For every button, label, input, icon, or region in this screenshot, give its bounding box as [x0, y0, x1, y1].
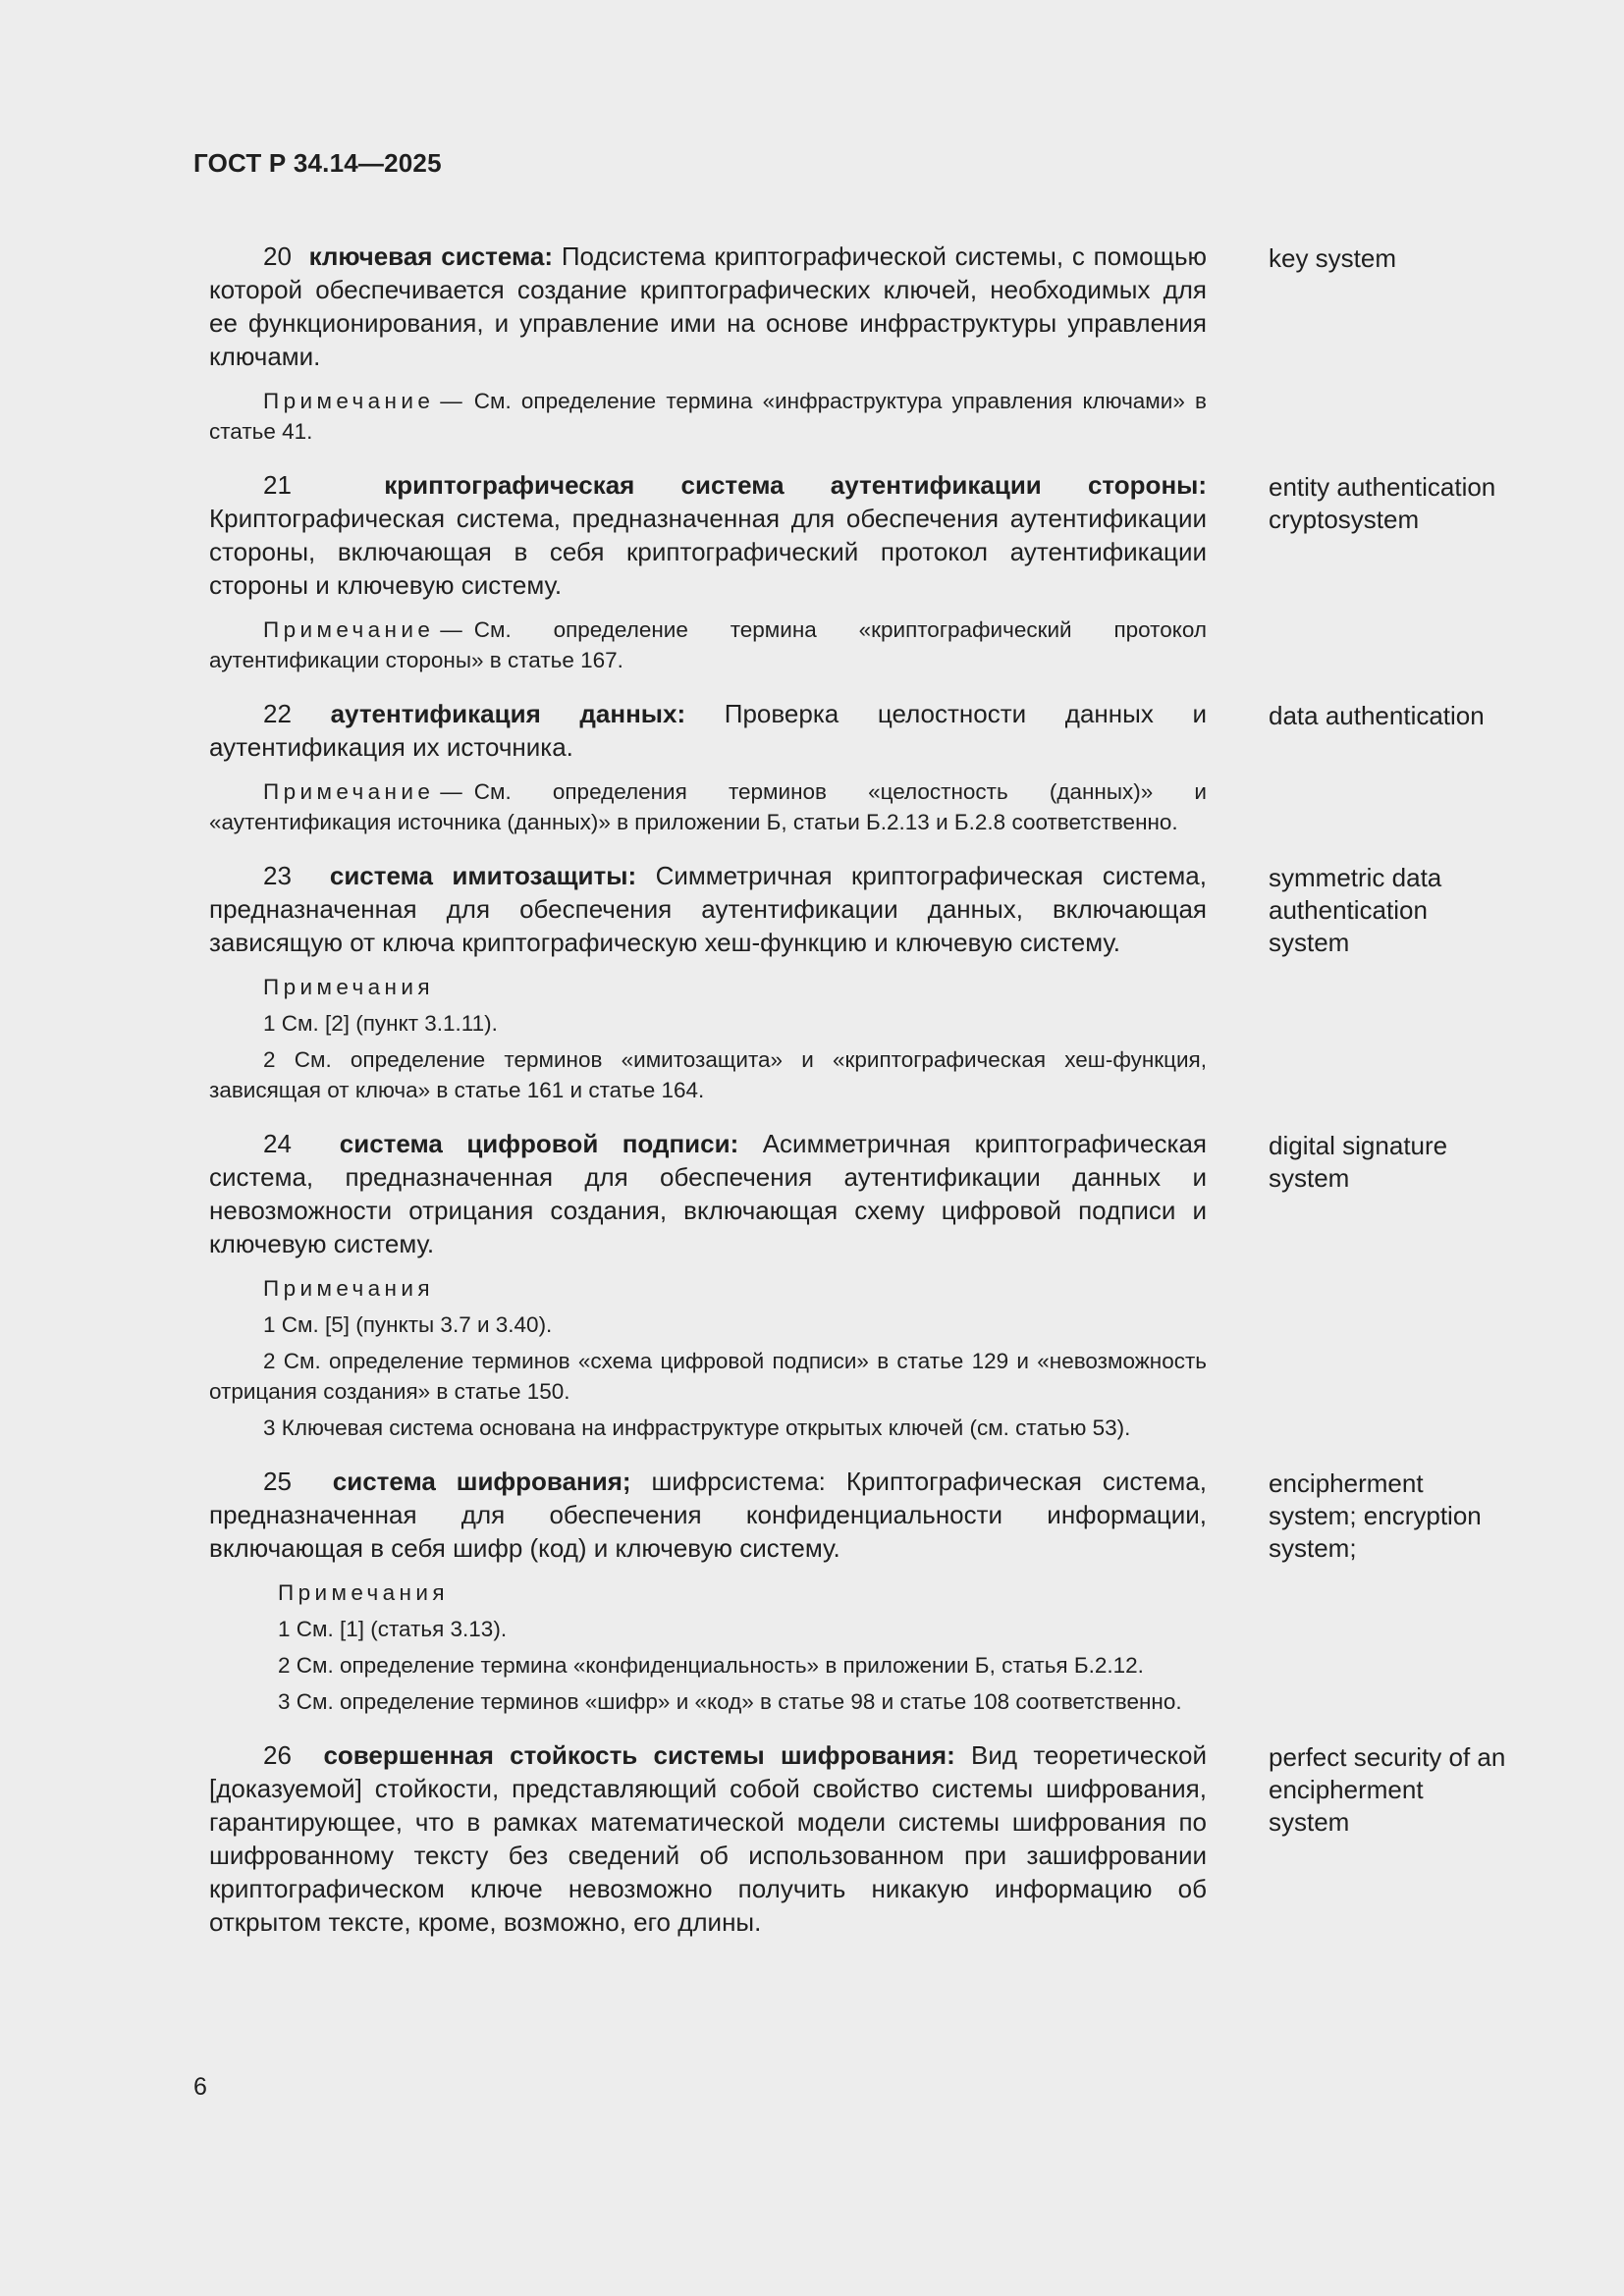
page-number: 6: [193, 2073, 207, 2101]
term-definition: [209, 697, 1207, 764]
notes-heading: Примечания: [278, 1580, 449, 1605]
term-note-item: 3 См. определение терминов «шифр» и «код» в статье 98 и статье 108 соответственно.: [278, 1689, 1182, 1714]
term-text: Асимметричная криптографическая система, предназначенная для обеспечения аутентификации данных и невозможности отрицания создания, включающая схему цифровой подписи и ключевую систему.: [209, 1129, 1207, 1258]
term-en-line: authentication: [1269, 895, 1428, 925]
term-en-line: system: [1269, 1807, 1350, 1837]
term-name: криптографическая система аутентификации стороны:: [384, 470, 1208, 500]
notes-heading: Примечания: [263, 975, 434, 999]
note-text: См. определения терминов «целостность (данных)» и «аутентификация источника (данных)» в приложении Б, статьи Б.2.13 и Б.2.8 соответственно.: [209, 779, 1207, 834]
term-name: система шифрования;: [332, 1467, 631, 1496]
term-entry-26: [209, 1738, 1530, 1951]
term-text: Вид теоретической [доказуемой] стойкости, представляющий собой свойство системы шифрования, гарантирующее, что в рамках математической модели системы шифрования по шифрованному тексту без сведений об использованном при зашифровании криптографическом ключе невозможно получить никакую информацию об открытом тексте, кроме, возможно, его длины.: [209, 1740, 1207, 1937]
term-number: 21: [263, 470, 292, 500]
term-number: 24: [263, 1129, 292, 1158]
term-en-line: system: [1269, 1163, 1350, 1193]
note-text: См. определение термина «криптографический протокол аутентификации стороны» в статье 167.: [209, 617, 1207, 672]
term-note-item: 1 См. [2] (пункт 3.1.11).: [263, 1011, 498, 1036]
term-ru-column: [209, 1738, 1207, 1951]
term-en-line: encipherment: [1269, 1468, 1424, 1498]
term-en-column: [1269, 1738, 1530, 1951]
term-definition: [209, 1465, 1207, 1565]
term-definition: [209, 240, 1207, 373]
term-note-item: 2 См. определение терминов «схема цифровой подписи» в статье 129 и «невозможность отрицания создания» в статье 150.: [209, 1349, 1207, 1404]
term-entry-25: [209, 1465, 1530, 1723]
term-en-column: [1269, 859, 1530, 1111]
term-ru-column: [209, 240, 1207, 453]
term-entry-22: [209, 697, 1530, 843]
term-en-line: system: [1269, 928, 1350, 957]
term-note: [209, 386, 1207, 447]
term-ru-column: [209, 1465, 1207, 1723]
term-entry-24: [209, 1127, 1530, 1449]
term-text: Симметричная криптографическая система, предназначенная для обеспечения аутентификации данных, включающая зависящую от ключа криптографическую хеш-функцию и ключевую систему.: [209, 861, 1207, 957]
note-label: Примечание: [263, 389, 435, 413]
term-note-item: 1 См. [1] (статья 3.13).: [278, 1617, 508, 1641]
term-name: совершенная стойкость системы шифрования:: [323, 1740, 955, 1770]
term-note-item: 2 См. определение термина «конфиденциальность» в приложении Б, статья Б.2.12.: [278, 1653, 1144, 1678]
term-en-column: [1269, 697, 1530, 843]
term-ru-column: [209, 1127, 1207, 1449]
note-label: Примечание: [263, 779, 435, 804]
term-definition: [209, 1127, 1207, 1260]
term-ru-column: [209, 859, 1207, 1111]
term-text: Подсистема криптографической системы, с помощью которой обеспечивается создание криптографических ключей, необходимых для ее функционирования, и управление ими на основе инфраструктуры управления ключами.: [209, 241, 1207, 371]
term-note: [209, 614, 1207, 675]
term-en-column: [1269, 1465, 1530, 1723]
term-name: система цифровой подписи:: [339, 1129, 739, 1158]
term-note-item: 2 См. определение терминов «имитозащита» и «криптографическая хеш-функция, зависящая от ключа» в статье 161 и статье 164.: [209, 1047, 1207, 1102]
term-entry-20: [209, 240, 1530, 453]
term-text: Проверка целостности данных и аутентификация их источника.: [209, 699, 1207, 762]
note-text: См. определение термина «инфраструктура управления ключами» в статье 41.: [209, 389, 1207, 444]
terms-list: [209, 240, 1530, 1967]
term-name: ключевая система:: [308, 241, 554, 271]
term-note: [209, 776, 1207, 837]
term-en-line: cryptosystem: [1269, 505, 1420, 534]
term-entry-23: [209, 859, 1530, 1111]
term-note-item: 1 См. [5] (пункты 3.7 и 3.40).: [263, 1312, 553, 1337]
term-number: 20: [263, 241, 292, 271]
notes-heading: Примечания: [263, 1276, 434, 1301]
note-dash: —: [440, 389, 462, 413]
term-text: Криптографическая система, предназначенная для обеспечения аутентификации стороны, включающая в себя криптографический протокол аутентификации стороны и ключевую систему.: [209, 504, 1207, 600]
term-ru-column: [209, 468, 1207, 681]
term-ru-column: [209, 697, 1207, 843]
term-en-column: [1269, 468, 1530, 681]
term-en-line: system; encryption: [1269, 1501, 1482, 1530]
term-en-line: digital signature: [1269, 1131, 1448, 1160]
term-name: аутентификация данных:: [330, 699, 686, 728]
term-en-line: system;: [1269, 1533, 1357, 1563]
term-en-line: entity authentication: [1269, 472, 1496, 502]
term-en-column: [1269, 240, 1530, 453]
term-number: 22: [263, 699, 292, 728]
term-number: 25: [263, 1467, 292, 1496]
term-entry-21: [209, 468, 1530, 681]
term-number: 23: [263, 861, 292, 890]
term-definition: [209, 1738, 1207, 1939]
term-en-line: key system: [1269, 243, 1397, 273]
note-dash: —: [440, 617, 462, 642]
standard-code: ГОСТ Р 34.14—2025: [193, 148, 442, 178]
term-note-item: 3 Ключевая система основана на инфраструктуре открытых ключей (см. статью 53).: [263, 1415, 1131, 1440]
term-en-column: [1269, 1127, 1530, 1449]
note-dash: —: [440, 779, 462, 804]
term-en-line: data authentication: [1269, 701, 1485, 730]
note-label: Примечание: [263, 617, 435, 642]
term-synonym: шифрсистема:: [651, 1467, 826, 1496]
term-number: 26: [263, 1740, 292, 1770]
term-definition: [209, 859, 1207, 959]
term-definition: [209, 468, 1207, 602]
term-en-line: perfect security of an: [1269, 1742, 1506, 1772]
term-text: Криптографическая система, предназначенная для обеспечения конфиденциальности информации, включающая в себя шифр (код) и ключевую систему.: [209, 1467, 1207, 1563]
term-en-line: encipherment: [1269, 1775, 1424, 1804]
term-en-line: symmetric data: [1269, 863, 1442, 892]
term-name: система имитозащиты:: [329, 861, 637, 890]
